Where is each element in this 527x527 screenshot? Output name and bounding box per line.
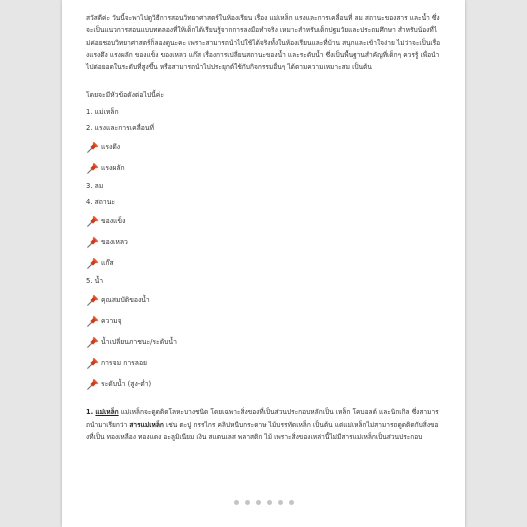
document-content [86, 12, 441, 444]
page-dot[interactable] [234, 500, 239, 505]
topic-item: 2. แรงและการเคลื่อนที่ [86, 124, 155, 133]
subtopic-label: แรงดึง [101, 143, 121, 152]
subtopic-label: คุณสมบัติของน้ำ [101, 296, 150, 305]
pushpin-icon [86, 356, 100, 370]
subtopic-item [86, 373, 441, 394]
topics-list [86, 104, 441, 394]
pushpin-icon [86, 314, 100, 328]
section-text-b: เช่น ตะปู กรรไกร คลิปหนีบกระดาษ ไม้บรรทัดเหล็ก เป็นต้น แต่แม่เหล็กไม่สามารถดูดติดกับสิ่งของที่เป็น ทองเหลือง ทองแดง อะลูมิเนียม เงิน สแตนเลส พลาสติก ไม้ เพราะสิ่งของเหล่านี้ไม่มีสารแม่เหล็กเป็นส่วนประกอบ [86, 420, 439, 442]
subtopic-item [86, 331, 441, 352]
page-dot[interactable] [278, 500, 283, 505]
subtopic-item [86, 289, 441, 310]
section-number: 1. [86, 408, 94, 417]
subtopic-item [86, 157, 441, 178]
section-bold-term: สารแม่เหล็ก [129, 420, 164, 429]
subtopic-item [86, 252, 441, 273]
section-title: แม่เหล็ก [95, 408, 119, 417]
pushpin-icon [86, 293, 100, 307]
subtopic-label: ของเหลว [101, 238, 128, 247]
pushpin-icon [86, 235, 100, 249]
subtopic-label: แรงผลัก [101, 164, 125, 173]
section-text-a: แม่เหล็กจะดูดติดโลหะบางชนิด โดยเฉพาะสิ่งของที่เป็นส่วนประกอบหลักเป็น เหล็ก โคบอลต์ และนิกเกิล ซึ่งสามารถนำมาเรียกว่า [86, 408, 439, 429]
topics-heading: โดยจะมีหัวข้อดังต่อไปนี้ค่ะ [86, 91, 164, 100]
subtopic-label: น้ำเปลี่ยนภาชนะ/ระดับน้ำ [101, 338, 177, 347]
page-dot[interactable] [267, 500, 272, 505]
page-dot[interactable] [245, 500, 250, 505]
intro-paragraph: สวัสดีค่ะ วันนี้จะพาไปดูวิธีการสอนวิทยาศาสตร์ในห้องเรียน เรื่อง แม่เหล็ก แรงและการเคลื่อนที่ ลม สถานะของสาร และน้ำ ซึ่งจะเป็นแนวการสอนแบบทดลองที่ให้เด็กได้เรียนรู้จากการลงมือทำจริง เหมาะสำหรับเด็กปฐมวัยและประถมศึกษา สำหรับน้องที่ไม่ค่อยชอบวิทยาศาสตร์ก็ลองดูนะคะ เพราะสามารถนำไปใช้ได้จริงทั้งในห้องเรียนและที่บ้าน สนุกและเข้าใจง่าย ไม่ว่าจะเป็นเรื่องแรงดึง แรงผลัก ของแข็ง ของเหลว แก๊ส เรื่องการเปลี่ยนสถานะของน้ำ และระดับน้ำ ซึ่งเป็นพื้นฐานสำคัญที่เด็กๆ ควรรู้ เพื่อนำไปต่อยอดในระดับที่สูงขึ้น หรือสามารถนำไปประยุกต์ใช้กับกิจกรรมอื่นๆ ได้ตามความเหมาะสม เป็นต้น [86, 14, 441, 72]
document-page [62, 0, 465, 527]
page-dot[interactable] [256, 500, 261, 505]
pushpin-icon [86, 256, 100, 270]
pushpin-icon [86, 161, 100, 175]
page-dot[interactable] [289, 500, 294, 505]
topic-item: 3. ลม [86, 182, 104, 191]
subtopic-item [86, 352, 441, 373]
pushpin-icon [86, 214, 100, 228]
topic-item: 4. สถานะ [86, 198, 116, 207]
subtopic-label: ความจุ [101, 317, 122, 326]
section-magnet [86, 406, 441, 444]
pushpin-icon [86, 335, 100, 349]
subtopic-label: ของแข็ง [101, 217, 126, 226]
topic-item: 5. น้ำ [86, 277, 104, 286]
subtopic-item [86, 136, 441, 157]
topic-item: 1. แม่เหล็ก [86, 108, 119, 117]
subtopic-item [86, 231, 441, 252]
subtopic-item [86, 210, 441, 231]
page-indicator[interactable] [62, 500, 465, 510]
subtopic-label: ระดับน้ำ (สูง-ต่ำ) [101, 380, 152, 389]
subtopic-label: การจม การลอย [101, 359, 148, 368]
pushpin-icon [86, 377, 100, 391]
pushpin-icon [86, 140, 100, 154]
subtopic-label: แก๊ส [101, 259, 114, 268]
subtopic-item [86, 310, 441, 331]
